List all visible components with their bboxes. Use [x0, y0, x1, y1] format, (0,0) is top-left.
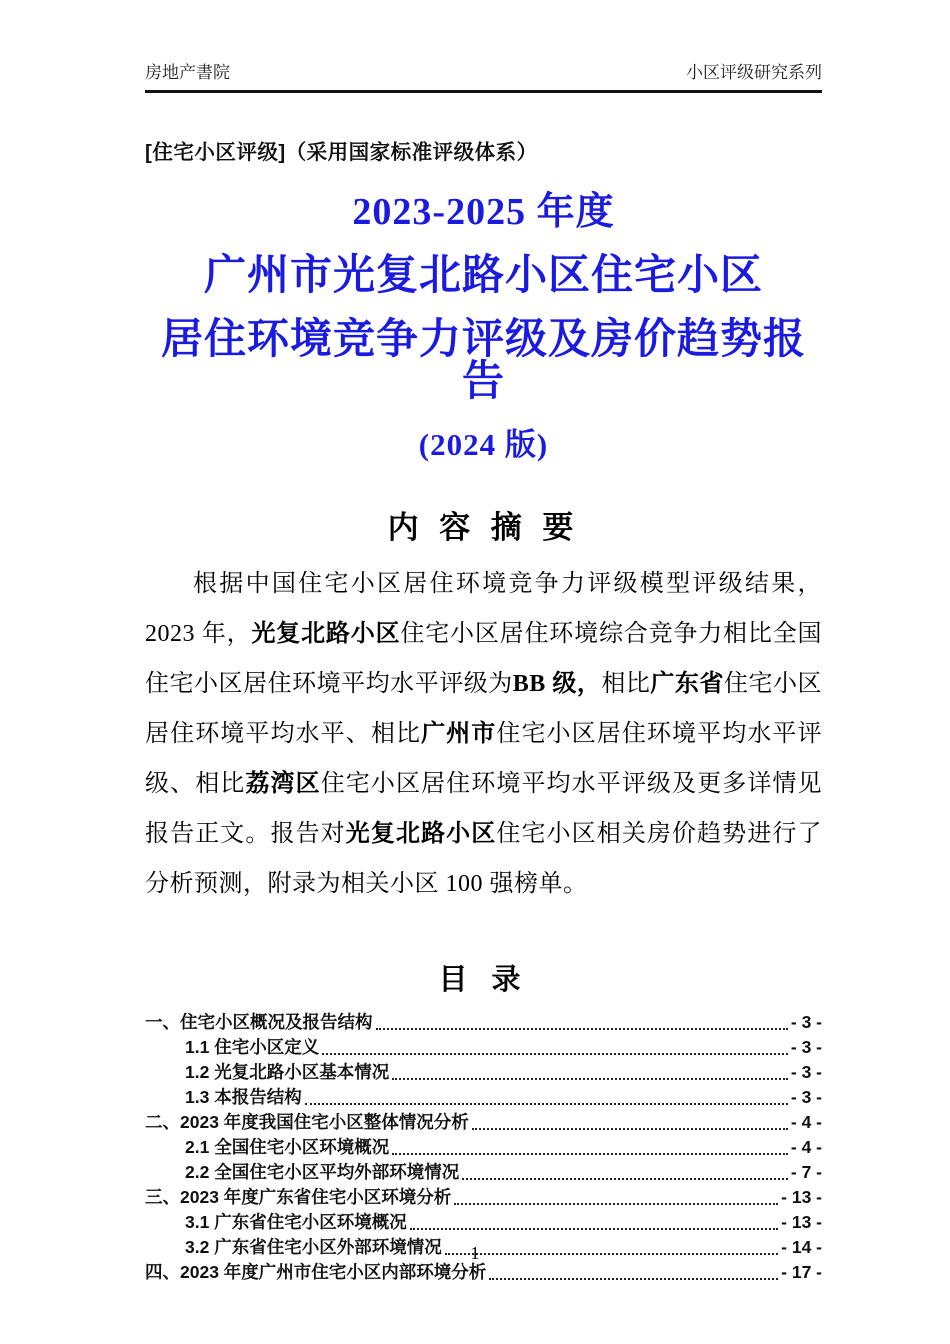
- abstract-run: 住宅小区居住环境平均水平、相比: [145, 671, 823, 747]
- toc-dot-leader: [376, 1028, 788, 1030]
- toc-item-label: 一、住宅小区概况及报告结构: [145, 1012, 373, 1032]
- toc-item[interactable]: [145, 1010, 822, 1035]
- toc-item-label: 1.3 本报告结构: [185, 1087, 302, 1107]
- toc-item[interactable]: [145, 1135, 822, 1160]
- toc-item-page: - 4 -: [790, 1112, 822, 1132]
- abstract-heading: 内 容 摘 要: [387, 510, 580, 545]
- toc-item-page: - 17 -: [781, 1262, 822, 1282]
- toc-item-label: 四、2023 年度广州市住宅小区内部环境分析: [145, 1262, 487, 1282]
- toc-item-label: 二、2023 年度我国住宅小区整体情况分析: [145, 1112, 469, 1132]
- toc-item[interactable]: [145, 1060, 822, 1085]
- toc-item[interactable]: [145, 1110, 822, 1135]
- toc-item-label: 2.1 全国住宅小区环境概况: [185, 1137, 390, 1157]
- toc-heading: 目 录: [438, 964, 529, 996]
- toc-item-page: - 13 -: [781, 1212, 822, 1232]
- report-title-block: [145, 193, 822, 460]
- toc-dot-leader: [454, 1203, 778, 1205]
- toc-item[interactable]: [145, 1085, 822, 1110]
- abstract-paragraph: [145, 559, 822, 909]
- page-header: [145, 58, 822, 93]
- abstract-bold-run: 荔湾区: [245, 771, 321, 797]
- toc-dot-leader: [489, 1278, 778, 1280]
- toc-item-label: 3.2 广东省住宅小区外部环境情况: [185, 1237, 442, 1257]
- abstract-run: 住宅小区居住环境平均水平评级及更多详情见报告正文。报告对: [145, 771, 823, 847]
- toc-item[interactable]: [145, 1160, 822, 1185]
- toc-item[interactable]: [145, 1035, 822, 1060]
- abstract-run: 根据中国住宅小区居住环境竞争力评级模型评级结果，2023 年，: [145, 571, 822, 647]
- toc-dot-leader: [472, 1128, 788, 1130]
- report-title-line-subject: 居住环境竞争力评级及房价趋势报告: [160, 317, 806, 405]
- toc-dot-leader: [410, 1228, 778, 1230]
- report-title-line-community: 广州市光复北路小区住宅小区: [203, 253, 763, 299]
- toc-item-label: 1.1 住宅小区定义: [185, 1037, 320, 1057]
- toc-item-page: - 13 -: [781, 1187, 822, 1207]
- abstract-bold-run: 广东省: [650, 671, 724, 697]
- toc-item-label: 2.2 全国住宅小区平均外部环境情况: [185, 1162, 460, 1182]
- toc-item-page: - 3 -: [790, 1012, 822, 1032]
- page-number: 1: [470, 1243, 480, 1263]
- toc-item-label: 3.1 广东省住宅小区环境概况: [185, 1212, 407, 1232]
- toc-item-page: - 3 -: [790, 1062, 822, 1082]
- toc-item[interactable]: [145, 1210, 822, 1235]
- toc-dot-leader: [462, 1178, 788, 1180]
- toc-item-page: - 3 -: [790, 1087, 822, 1107]
- toc-dot-leader: [305, 1103, 788, 1105]
- abstract-bold-run: 光复北路小区: [251, 621, 401, 647]
- abstract-bold-run: BB 级，: [512, 671, 602, 697]
- abstract-run: 相比: [601, 671, 651, 697]
- header-right-text: 小区评级研究系列: [686, 63, 822, 82]
- toc-dot-leader: [322, 1053, 788, 1055]
- report-title-line-years: 2023-2025 年度: [352, 191, 615, 233]
- abstract-run: 住宅小区居住环境综合竞争力相比全国住宅小区居住环境平均水平评级为: [145, 621, 823, 697]
- toc-item-page: - 3 -: [790, 1037, 822, 1057]
- toc-item-page: - 7 -: [790, 1162, 822, 1182]
- abstract-bold-run: 广州市: [421, 721, 497, 747]
- abstract-bold-run: 光复北路小区: [345, 821, 497, 847]
- toc-item[interactable]: [145, 1185, 822, 1210]
- toc-item-label: 三、2023 年度广东省住宅小区环境分析: [145, 1187, 452, 1207]
- abstract-run: 住宅小区相关房价趋势进行了分析预测，附录为相关小区 100 强榜单。: [145, 821, 823, 897]
- rating-system-note: [住宅小区评级]（采用国家标准评级体系）: [145, 141, 538, 164]
- toc-dot-leader: [392, 1153, 788, 1155]
- report-title-line-edition: (2024 版): [418, 427, 549, 462]
- toc-item-label: 1.2 光复北路小区基本情况: [185, 1062, 390, 1082]
- abstract-run: 住宅小区居住环境平均水平评级、相比: [145, 721, 823, 797]
- toc-item-page: - 4 -: [790, 1137, 822, 1157]
- header-left-text: 房地产書院: [145, 63, 230, 82]
- toc-item-page: - 14 -: [781, 1237, 822, 1257]
- toc-dot-leader: [392, 1078, 788, 1080]
